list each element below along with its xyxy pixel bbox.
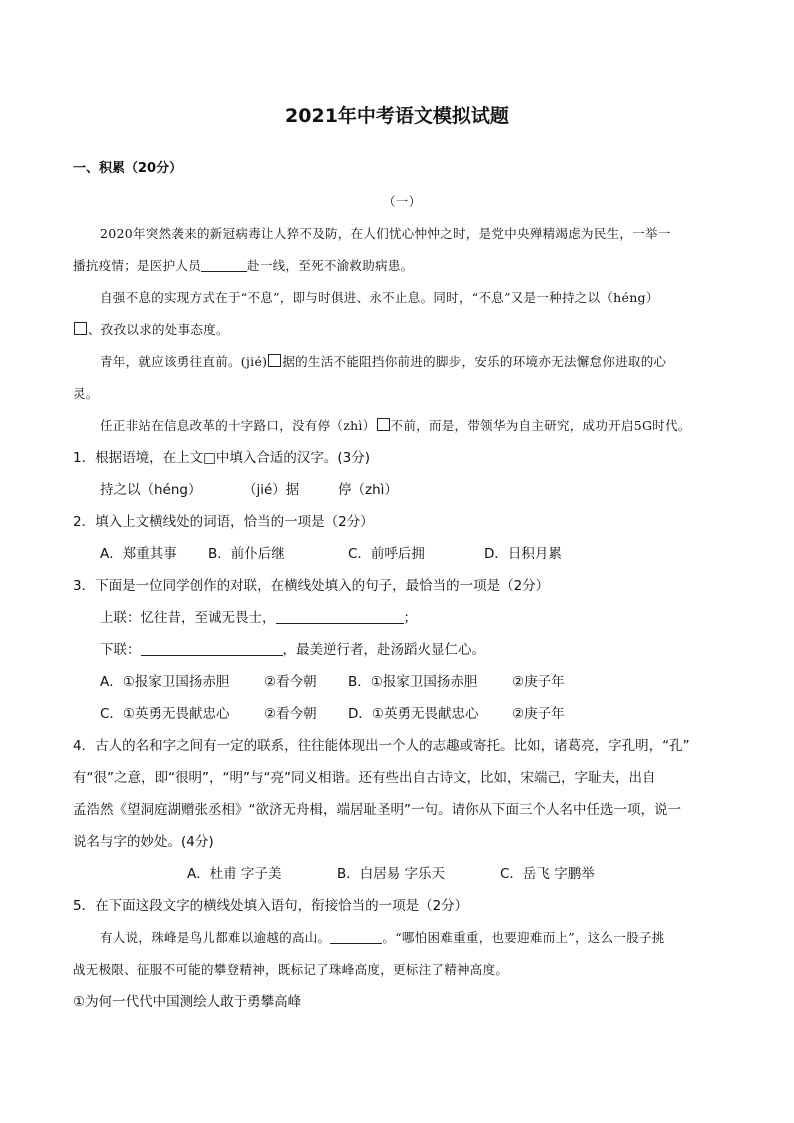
passage-text: 有人说，珠峰是鸟儿都难以逾越的高山。 <box>100 930 331 945</box>
option: A．杜甫 字子美 <box>187 866 282 882</box>
question-4-line: 有“很”之意，即“很明”，“明”与“亮”同义相谐。还有些出自古诗文，比如，宋端己，字耻夫，出自 <box>73 770 656 786</box>
option-part: ②看今朝 <box>264 674 317 690</box>
passage-line <box>100 416 691 436</box>
passage-line: 灵。 <box>73 386 99 401</box>
question-4-line: 4．古人的名和字之间有一定的联系，往往能体现出一个人的志趣或寄托。比如，诸葛亮，字孔明，“孔” <box>73 738 690 754</box>
question-5-stem: 5．在下面这段文字的横线处填入语句，衔接恰当的一项是（2分） <box>73 898 469 914</box>
answer-blank <box>201 271 247 272</box>
option: A．①报家卫国扬赤胆 <box>100 674 230 690</box>
part-heading: （一） <box>383 194 422 209</box>
passage-text: 播抗疫情；是医护人员 <box>73 258 202 273</box>
couplet-upper <box>100 608 417 628</box>
section-heading: 一、积累（20分） <box>73 161 183 176</box>
passage-line <box>100 928 665 948</box>
answer-blank <box>141 655 283 656</box>
passage-line <box>73 256 413 276</box>
couplet-text: ； <box>403 610 417 626</box>
couplet-text: 上联：忆往昔，至诚无畏士， <box>100 610 276 626</box>
option: C．前呼后拥 <box>348 546 425 562</box>
option: B．前仆后继 <box>208 546 285 562</box>
option: D．①英勇无畏献忠心 <box>348 706 479 722</box>
passage-text: 、孜孜以求的处事态度。 <box>88 322 229 337</box>
fill-box <box>377 418 390 431</box>
option: B．白居易 字乐天 <box>337 866 446 882</box>
list-item: ①为何一代代中国测绘人敢于勇攀高峰 <box>73 994 302 1010</box>
question-4-line: 说名与字的妙处。(4分) <box>73 834 214 850</box>
option-part: ②庚子年 <box>512 706 565 722</box>
option: D．日积月累 <box>484 546 562 562</box>
couplet-text: ，最美逆行者，赴汤蹈火显仁心。 <box>282 642 485 658</box>
option: C．岳飞 字鹏举 <box>500 866 595 882</box>
passage-line: 自强不息的实现方式在于“不息”，即与时俱进、永不止息。同时，“不息”又是一种持之以（héng） <box>100 290 659 305</box>
option: C．①英勇无畏献忠心 <box>100 706 230 722</box>
couplet-lower <box>100 640 485 660</box>
passage-line <box>73 320 229 340</box>
passage-line <box>100 352 666 372</box>
passage-line: 战无极限、征服不可能的攀登精神，既标记了珠峰高度，更标注了精神高度。 <box>73 962 509 977</box>
couplet-text: 下联： <box>100 642 141 658</box>
passage-line: 2020年突然袭来的新冠病毒让人猝不及防，在人们忧心忡忡之时，是党中央殚精竭虑为民生，一举一 <box>100 226 671 241</box>
passage-text: 。“哪怕困难重重，也要迎难而上”，这么一股子挑 <box>382 930 665 945</box>
question-4-line: 孟浩然《望洞庭湖赠张丞相》“欲济无舟楫，端居耻圣明”一句。请你从下面三个人名中任选一项，说一 <box>73 802 681 818</box>
page-title: 2021年中考语文模拟试题 <box>285 105 509 127</box>
answer-blank <box>330 943 382 944</box>
option-part: ②庚子年 <box>512 674 565 690</box>
answer-blank <box>276 623 404 624</box>
option: B．①报家卫国扬赤胆 <box>348 674 478 690</box>
passage-text: 赴一线，至死不渝救助病患。 <box>247 258 414 273</box>
passage-text: 不前，而是，带领华为自主研究，成功开启5G时代。 <box>390 418 691 433</box>
option-part: ②看今朝 <box>264 706 317 722</box>
question-2-stem: 2．填入上文横线处的词语，恰当的一项是（2分） <box>73 514 374 530</box>
option: A．郑重其事 <box>100 546 177 562</box>
passage-text: 据的生活不能阻挡你前进的脚步，安乐的环境亦无法懈怠你进取的心 <box>282 354 667 369</box>
question-1-stem: 1．根据语境，在上文□中填入合适的汉字。(3分) <box>73 450 370 466</box>
passage-text: 任正非站在信息改革的十字路口，没有停（zhì） <box>100 418 376 433</box>
passage-text: 青年，就应该勇往直前。(jié) <box>100 354 268 369</box>
question-1-word: 持之以（héng） <box>100 482 202 498</box>
fill-box <box>74 322 87 335</box>
fill-box <box>268 354 281 367</box>
question-1-word: （jié）据 <box>243 482 300 498</box>
question-3-stem: 3．下面是一位同学创作的对联，在横线处填入的句子，最恰当的一项是（2分） <box>73 578 550 594</box>
question-1-word: 停（zhì） <box>338 482 398 498</box>
